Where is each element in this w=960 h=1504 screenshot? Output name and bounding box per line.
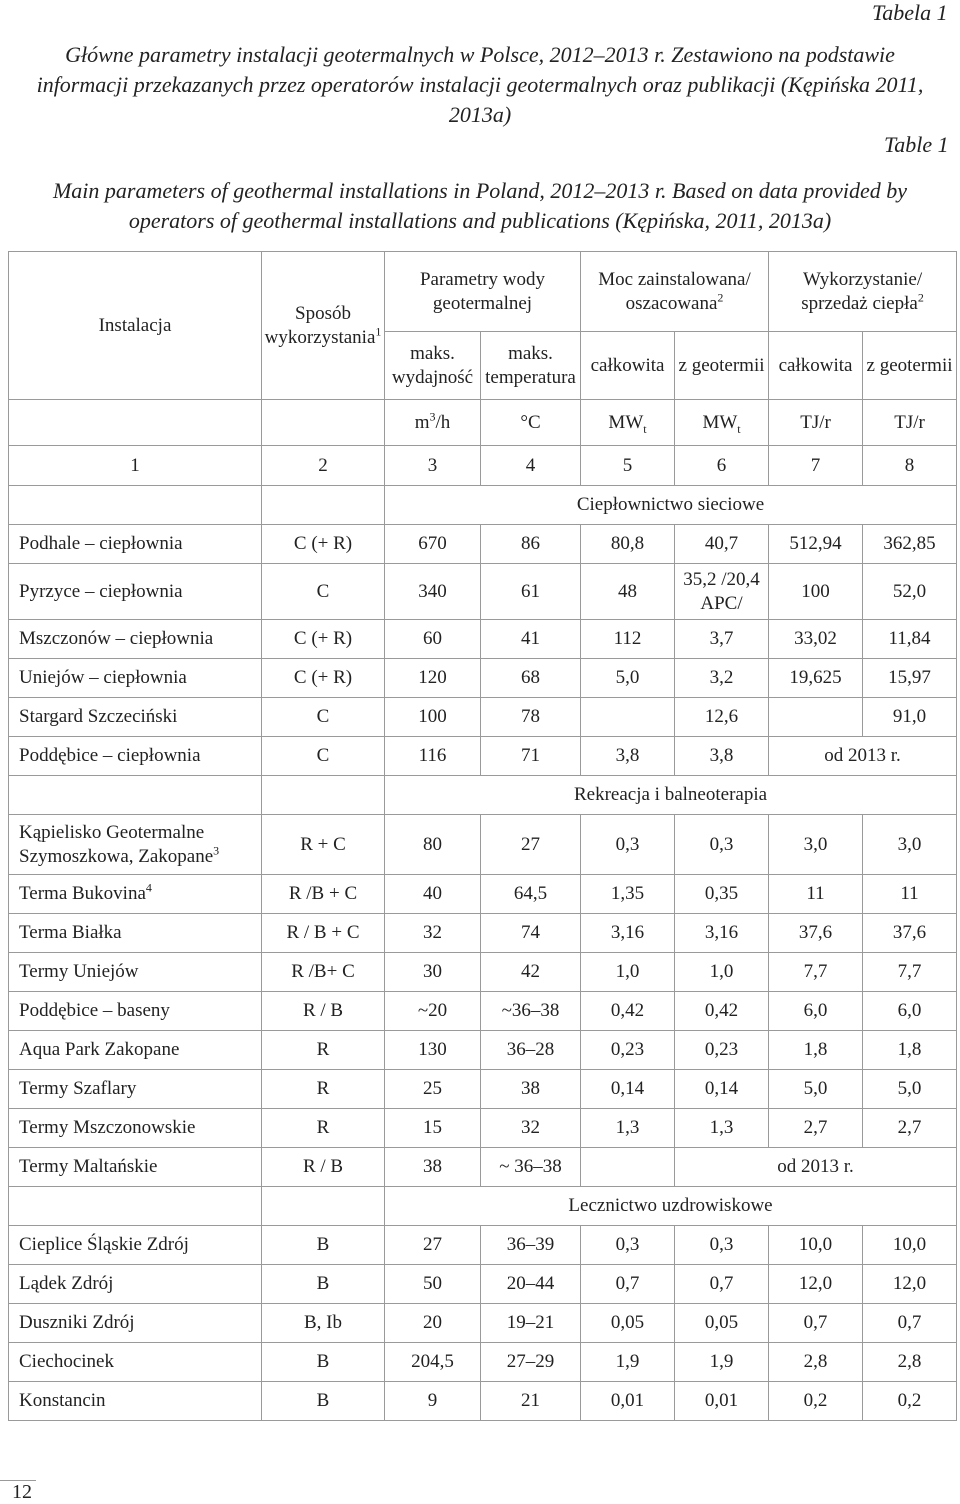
installation-name-text: Termy Szaflary [19,1078,137,1099]
usage-type: B [262,1265,385,1304]
max-temperature: 68 [481,659,581,698]
sposob-footnote: 1 [375,324,382,339]
max-flow: 38 [385,1148,481,1187]
heat-geothermal: 37,6 [863,914,957,953]
column-number-row [9,446,957,486]
col-header-instalacja: Instalacja [9,252,262,400]
max-temperature: 86 [481,525,581,564]
heat-total: 11 [769,875,863,914]
power-total: 0,23 [581,1031,675,1070]
installation-name-text: Ciechocinek [19,1351,114,1372]
section-cieplownictwo: Ciepłownictwo sieciowe [385,486,957,525]
power-geothermal: 0,01 [675,1382,769,1421]
power-geothermal: 0,3 [675,815,769,875]
installation-name [9,992,262,1031]
max-flow: 9 [385,1382,481,1421]
power-total: 0,05 [581,1304,675,1343]
section-empty [9,776,262,815]
unit-mw1-base: MW [608,411,644,433]
usage-type: C [262,698,385,737]
table-row [9,659,957,698]
heat-total: 2,8 [769,1343,863,1382]
merged-note: od 2013 r. [769,737,957,776]
installation-name [9,1304,262,1343]
geothermal-table [8,251,957,1421]
section-empty [262,1187,385,1226]
usage-type: B [262,1226,385,1265]
installation-name [9,1343,262,1382]
section-lecznictwo: Lecznictwo uzdrowiskowe [385,1187,957,1226]
usage-type: R /B+ C [262,953,385,992]
usage-type: B, Ib [262,1304,385,1343]
usage-type: R / B [262,992,385,1031]
power-total [581,1148,675,1187]
installation-name [9,620,262,659]
installation-name-text: Cieplice Śląskie Zdrój [19,1234,189,1255]
installation-name-text: Termy Mszczonowskie [19,1117,196,1138]
col-number: 3 [385,446,481,486]
installation-name [9,815,262,875]
col-number: 1 [9,446,262,486]
usage-type: C [262,737,385,776]
heat-geothermal: 1,8 [863,1031,957,1070]
unit-mw2-sub: t [737,421,741,436]
heat-total [769,698,863,737]
wyk-footnote: 2 [917,290,924,305]
power-total: 0,3 [581,815,675,875]
power-total: 0,3 [581,1226,675,1265]
installation-name-text: Terma Białka [19,922,122,943]
installation-name-text: Podhale – ciepłownia [19,533,183,554]
installation-name-text: Terma Bukovina [19,883,146,904]
max-flow: 100 [385,698,481,737]
max-temperature: 32 [481,1109,581,1148]
table-row [9,992,957,1031]
installation-name-text: Uniejów – ciepłownia [19,667,187,688]
power-total: 1,0 [581,953,675,992]
installation-name-text: Pyrzyce – ciepłownia [19,580,183,602]
max-temperature: ~36–38 [481,992,581,1031]
installation-footnote: 4 [145,880,152,895]
unit-tj-2: TJ/r [863,400,957,446]
power-geothermal: 0,23 [675,1031,769,1070]
table-row [9,1031,957,1070]
page-number: 12 [12,1481,32,1503]
installation-name-text: Konstancin [19,1390,106,1411]
heat-total: 6,0 [769,992,863,1031]
power-total: 5,0 [581,659,675,698]
heat-geothermal: 2,8 [863,1343,957,1382]
max-temperature: 38 [481,1070,581,1109]
max-flow: 60 [385,620,481,659]
table-row [9,875,957,914]
max-temperature: ~ 36–38 [481,1148,581,1187]
power-total: 1,35 [581,875,675,914]
installation-name [9,564,262,620]
heat-geothermal: 11,84 [863,620,957,659]
col-header-moc-z-geotermii: z geotermii [675,332,769,400]
unit-m3-base: m [414,411,430,433]
installation-name [9,914,262,953]
power-total: 0,7 [581,1265,675,1304]
installation-name-text: Aqua Park Zakopane [19,1039,180,1060]
table-row [9,815,957,875]
heat-total: 10,0 [769,1226,863,1265]
table-row [9,1109,957,1148]
heat-total: 100 [769,564,863,620]
usage-type: C (+ R) [262,525,385,564]
usage-type: C (+ R) [262,659,385,698]
unit-mw1-sub: t [643,421,647,436]
max-temperature: 71 [481,737,581,776]
heat-geothermal: 12,0 [863,1265,957,1304]
power-geothermal: 1,9 [675,1343,769,1382]
power-geothermal: 1,3 [675,1109,769,1148]
header-row-1 [9,252,957,332]
unit-m3-tail: /h [435,411,451,433]
sposob-label: Sposób wykorzystania [264,302,376,348]
max-flow: 20 [385,1304,481,1343]
heat-total: 19,625 [769,659,863,698]
power-geothermal: 0,7 [675,1265,769,1304]
table-row [9,1382,957,1421]
installation-name-text: Lądek Zdrój [19,1273,114,1294]
section-empty [262,486,385,525]
max-flow: 30 [385,953,481,992]
heat-geothermal: 91,0 [863,698,957,737]
section-row [9,486,957,525]
unit-empty-1 [9,400,262,446]
heat-total: 512,94 [769,525,863,564]
heat-total: 0,2 [769,1382,863,1421]
table-label-pl: Tabela 1 [872,0,948,25]
heat-total: 2,7 [769,1109,863,1148]
power-total: 80,8 [581,525,675,564]
unit-celsius: °C [481,400,581,446]
heat-total: 12,0 [769,1265,863,1304]
heat-geothermal: 15,97 [863,659,957,698]
unit-m3h [385,400,481,446]
installation-footnote: 3 [213,843,220,858]
installation-name [9,1382,262,1421]
merged-note: od 2013 r. [675,1148,957,1187]
section-empty [262,776,385,815]
page-number-rule [0,1480,36,1503]
power-geothermal: 35,2 /20,4 APC/ [675,564,769,620]
col-number: 4 [481,446,581,486]
col-header-wykorzystanie [769,252,957,332]
table-row [9,914,957,953]
power-geothermal: 1,0 [675,953,769,992]
heat-total: 7,7 [769,953,863,992]
power-total: 1,3 [581,1109,675,1148]
section-rekreacja: Rekreacja i balneoterapia [385,776,957,815]
installation-name-text: Poddębice – baseny [19,1000,170,1021]
power-geothermal: 0,35 [675,875,769,914]
heat-total: 5,0 [769,1070,863,1109]
max-flow: 32 [385,914,481,953]
heat-geothermal: 2,7 [863,1109,957,1148]
heat-geothermal: 6,0 [863,992,957,1031]
installation-name [9,875,262,914]
usage-type: R / B + C [262,914,385,953]
heat-geothermal: 7,7 [863,953,957,992]
power-total: 48 [581,564,675,620]
installation-name [9,698,262,737]
max-temperature: 36–39 [481,1226,581,1265]
power-total [581,698,675,737]
max-flow: 670 [385,525,481,564]
installation-name [9,1109,262,1148]
power-total: 0,14 [581,1070,675,1109]
max-temperature: 20–44 [481,1265,581,1304]
usage-type: B [262,1382,385,1421]
power-geothermal: 0,3 [675,1226,769,1265]
unit-mw-1 [581,400,675,446]
usage-type: R [262,1031,385,1070]
heat-geothermal: 11 [863,875,957,914]
max-flow: 130 [385,1031,481,1070]
installation-name [9,1070,262,1109]
installation-name [9,1148,262,1187]
power-total: 112 [581,620,675,659]
table-body [9,252,957,1421]
max-temperature: 27–29 [481,1343,581,1382]
unit-mw-2 [675,400,769,446]
power-total: 0,01 [581,1382,675,1421]
max-flow: 50 [385,1265,481,1304]
usage-type: B [262,1343,385,1382]
power-geothermal: 40,7 [675,525,769,564]
table-row [9,953,957,992]
heat-total: 3,0 [769,815,863,875]
power-total: 1,9 [581,1343,675,1382]
units-row [9,400,957,446]
max-temperature: 19–21 [481,1304,581,1343]
installation-name [9,525,262,564]
heat-total: 33,02 [769,620,863,659]
table-row [9,1148,957,1187]
max-temperature: 36–28 [481,1031,581,1070]
max-temperature: 64,5 [481,875,581,914]
installation-name-text: Duszniki Zdrój [19,1312,135,1333]
col-header-sposob [262,252,385,400]
max-temperature: 41 [481,620,581,659]
usage-type: R [262,1109,385,1148]
power-geothermal: 3,2 [675,659,769,698]
installation-name-text: Stargard Szczeciński [19,706,178,727]
max-temperature: 21 [481,1382,581,1421]
power-geothermal: 0,42 [675,992,769,1031]
table-row [9,1304,957,1343]
heat-geothermal: 52,0 [863,564,957,620]
max-flow: ~20 [385,992,481,1031]
installation-name [9,953,262,992]
installation-name-text: Termy Maltańskie [19,1156,158,1177]
col-number: 8 [863,446,957,486]
col-number: 6 [675,446,769,486]
installation-name-text: Mszczonów – ciepłownia [19,628,214,649]
usage-type: C (+ R) [262,620,385,659]
moc-footnote: 2 [717,290,724,305]
max-temperature: 74 [481,914,581,953]
table-row [9,1265,957,1304]
usage-type: R / B [262,1148,385,1187]
heat-geothermal: 0,2 [863,1382,957,1421]
col-number: 5 [581,446,675,486]
col-number: 7 [769,446,863,486]
table-row [9,1226,957,1265]
section-row [9,1187,957,1226]
table-row [9,698,957,737]
heat-geothermal: 5,0 [863,1070,957,1109]
table-row [9,620,957,659]
unit-mw2-base: MW [702,411,738,433]
section-empty [9,1187,262,1226]
power-geothermal: 3,16 [675,914,769,953]
section-row [9,776,957,815]
table-row [9,1343,957,1382]
installation-name [9,659,262,698]
power-geothermal: 12,6 [675,698,769,737]
power-total: 3,8 [581,737,675,776]
caption-pl: Główne parametry instalacji geotermalnych w Polsce, 2012–2013 r. Zestawiono na podstawie informacji przekazanych przez operatorów instalacji geotermalnych oraz publikacji (Kępińska 2011, 2013a) [36,42,924,127]
table-row [9,1070,957,1109]
table-row [9,525,957,564]
col-header-parametry: Parametry wody geotermalnej [385,252,581,332]
installation-name-text: Poddębice – ciepłownia [19,745,201,766]
max-flow: 27 [385,1226,481,1265]
installation-name-text: Kąpielisko Geotermalne Szymoszkowa, Zakopane [19,821,214,867]
col-header-moc [581,252,769,332]
max-flow: 80 [385,815,481,875]
table-label-en: Table 1 [884,132,949,157]
heat-geothermal: 0,7 [863,1304,957,1343]
installation-name-text: Termy Uniejów [19,961,139,982]
heat-geothermal: 3,0 [863,815,957,875]
power-total: 3,16 [581,914,675,953]
heat-total: 0,7 [769,1304,863,1343]
heat-geothermal: 10,0 [863,1226,957,1265]
col-number: 2 [262,446,385,486]
heat-total: 37,6 [769,914,863,953]
installation-name [9,737,262,776]
power-geothermal: 3,7 [675,620,769,659]
power-total: 0,42 [581,992,675,1031]
power-geothermal: 3,8 [675,737,769,776]
table-row [9,737,957,776]
usage-type: C [262,564,385,620]
moc-label: Moc zainstalowana/ oszacowana [598,268,751,314]
max-flow: 40 [385,875,481,914]
max-flow: 120 [385,659,481,698]
usage-type: R [262,1070,385,1109]
installation-name [9,1031,262,1070]
power-geothermal: 0,14 [675,1070,769,1109]
col-header-wyk-calkowita: całkowita [769,332,863,400]
power-geothermal: 0,05 [675,1304,769,1343]
usage-type: R /B + C [262,875,385,914]
installation-name [9,1265,262,1304]
table-row [9,564,957,620]
col-header-maks-wydajnosc: maks. wydajność [385,332,481,400]
usage-type: R + C [262,815,385,875]
unit-m3-sup: 3 [429,409,436,424]
heat-total: 1,8 [769,1031,863,1070]
section-empty [9,486,262,525]
col-header-maks-temperatura: maks. temperatura [481,332,581,400]
max-flow: 116 [385,737,481,776]
max-temperature: 61 [481,564,581,620]
unit-empty-2 [262,400,385,446]
installation-name [9,1226,262,1265]
max-temperature: 42 [481,953,581,992]
heat-geothermal: 362,85 [863,525,957,564]
max-flow: 340 [385,564,481,620]
max-flow: 204,5 [385,1343,481,1382]
max-flow: 15 [385,1109,481,1148]
wyk-label: Wykorzystanie/ sprzedaż ciepła [801,268,923,314]
max-temperature: 27 [481,815,581,875]
max-flow: 25 [385,1070,481,1109]
col-header-moc-calkowita: całkowita [581,332,675,400]
caption-en: Main parameters of geothermal installations in Poland, 2012–2013 r. Based on data provided by operators of geothermal installations and publications (Kępińska, 2011, 2013a) [52,178,908,233]
max-temperature: 78 [481,698,581,737]
col-header-wyk-z-geotermii: z geotermii [863,332,957,400]
unit-tj-1: TJ/r [769,400,863,446]
